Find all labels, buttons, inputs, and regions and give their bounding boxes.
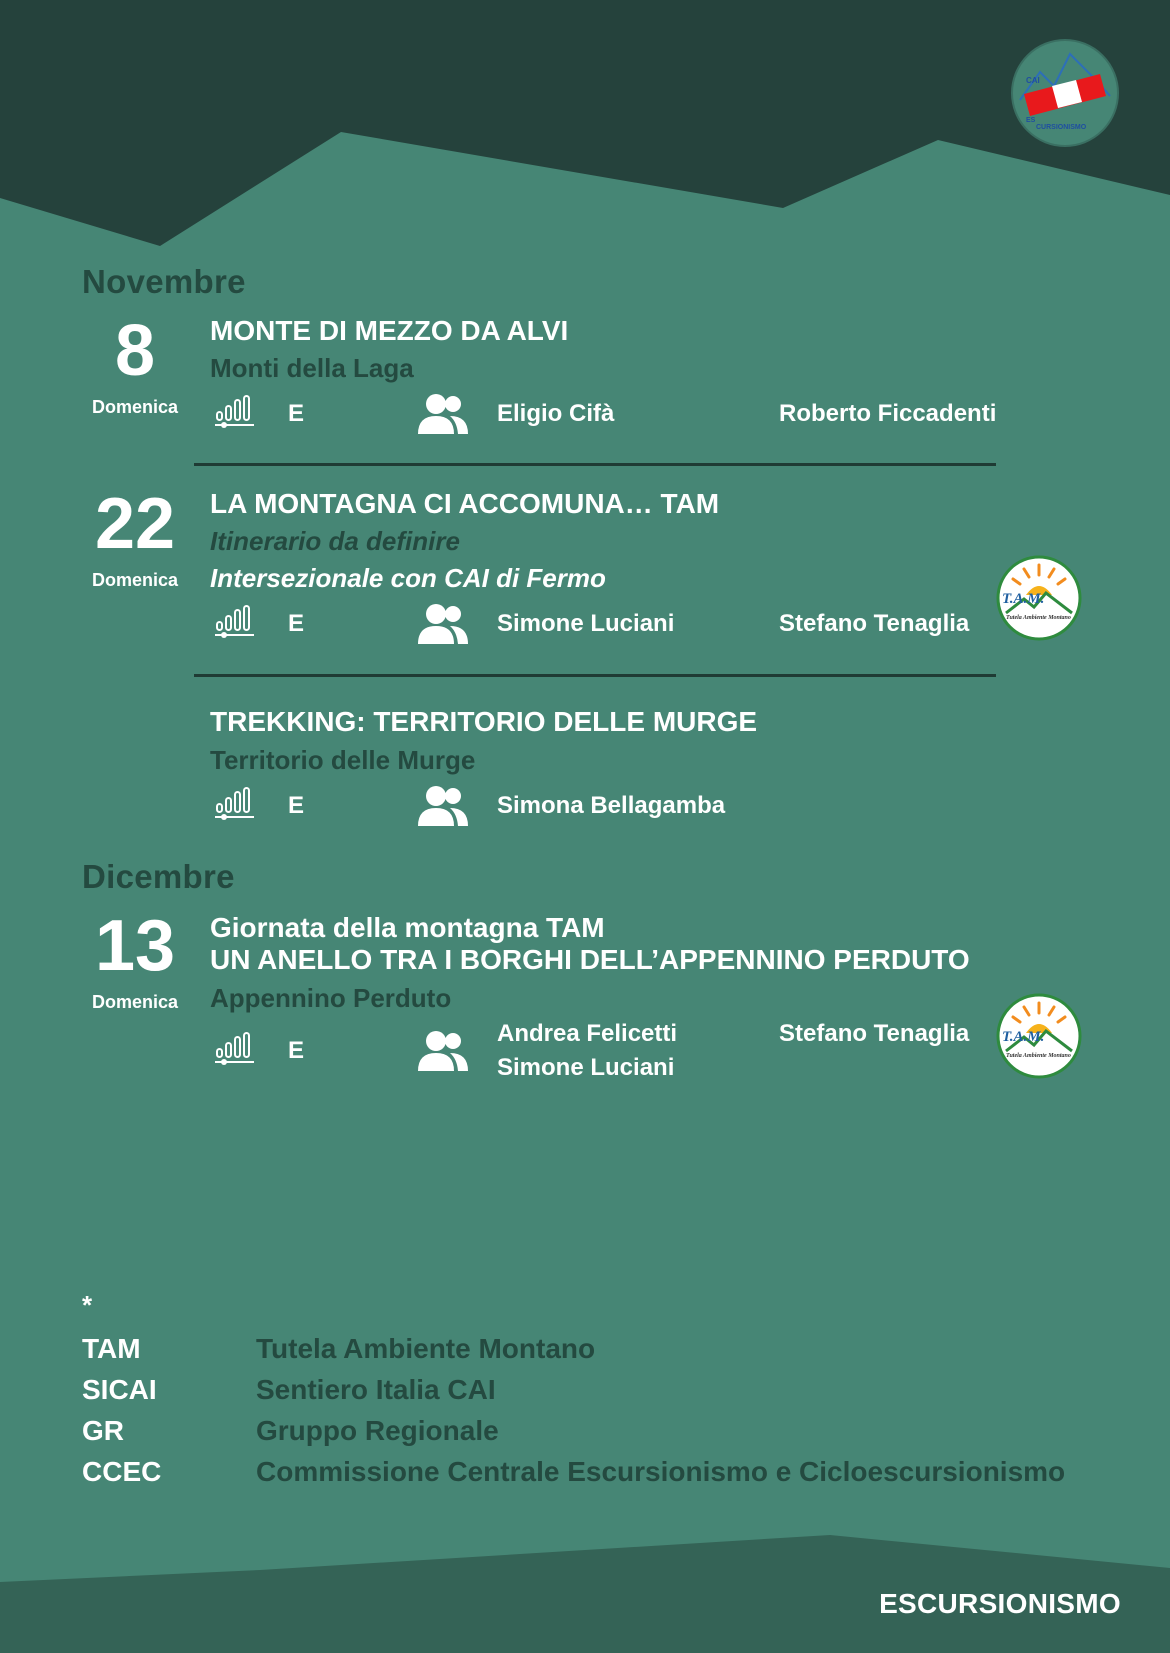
event-day-number: 13: [94, 906, 176, 986]
glossary-definition: Tutela Ambiente Montano: [256, 1333, 596, 1364]
event-location: Itinerario da definire: [210, 526, 460, 556]
event-leader: Andrea Felicetti: [497, 1020, 678, 1047]
svg-text:Tutela Ambiente Montano: Tutela Ambiente Montano: [1006, 615, 1071, 621]
event-leader-second: Simone Luciani: [497, 1054, 675, 1081]
event-title-second-line: UN ANELLO TRA I BORGHI DELL’APPENNINO PERDUTO: [210, 944, 970, 975]
event-note: Intersezionale con CAI di Fermo: [210, 563, 606, 593]
event-coleader: Stefano Tenaglia: [779, 610, 970, 637]
footer-section-title: ESCURSIONISMO: [879, 1588, 1121, 1619]
svg-text:Tutela Ambiente Montano: Tutela Ambiente Montano: [1006, 1053, 1071, 1059]
svg-text:CAI: CAI: [1026, 76, 1040, 85]
event-weekday: Domenica: [91, 992, 179, 1012]
difficulty-bars-icon: [214, 1032, 256, 1068]
event-title: LA MONTAGNA CI ACCOMUNA… TAM: [210, 488, 720, 519]
event-leader: Simone Luciani: [497, 610, 675, 637]
event-separator: [194, 463, 996, 466]
difficulty-bars-icon: [214, 605, 256, 641]
glossary-definition: Commissione Centrale Escursionismo e Cicloescursionismo: [256, 1456, 1066, 1487]
difficulty-grade: E: [288, 610, 305, 637]
event-title: TREKKING: TERRITORIO DELLE MURGE: [210, 706, 758, 737]
svg-text:ES: ES: [1026, 117, 1036, 124]
event-separator: [194, 674, 996, 677]
people-icon: [416, 784, 470, 828]
glossary-abbr: TAM: [82, 1333, 141, 1364]
event-title: MONTE DI MEZZO DA ALVI: [210, 315, 569, 346]
cai-escursionismo-logo: [1010, 38, 1120, 148]
event-location: Territorio delle Murge: [210, 745, 476, 775]
tam-logo: [996, 993, 1082, 1079]
month-heading-dicembre: Dicembre: [82, 858, 235, 895]
glossary-abbr: GR: [82, 1415, 124, 1446]
people-icon: [416, 392, 470, 436]
glossary-abbr: SICAI: [82, 1374, 157, 1405]
tam-logo: [996, 555, 1082, 641]
people-icon: [416, 1029, 470, 1073]
event-day-number: 22: [94, 484, 176, 564]
glossary-marker: *: [82, 1290, 93, 1320]
event-leader: Eligio Cifà: [497, 400, 615, 427]
event-weekday: Domenica: [91, 397, 179, 417]
people-icon: [416, 602, 470, 646]
header-mountain-band: [0, 0, 1170, 246]
svg-text:T.A.M.: T.A.M.: [1002, 1029, 1045, 1045]
event-location: Appennino Perduto: [210, 983, 452, 1013]
difficulty-grade: E: [288, 400, 305, 427]
difficulty-grade: E: [288, 792, 305, 819]
event-location: Monti della Laga: [210, 353, 414, 383]
difficulty-bars-icon: [214, 395, 256, 431]
difficulty-bars-icon: [214, 787, 256, 823]
event-weekday: Domenica: [91, 570, 179, 590]
glossary-definition: Sentiero Italia CAI: [256, 1374, 496, 1405]
svg-text:T.A.M.: T.A.M.: [1002, 591, 1045, 607]
difficulty-grade: E: [288, 1037, 305, 1064]
svg-text:CURSIONISMO: CURSIONISMO: [1036, 124, 1087, 131]
glossary-abbr: CCEC: [82, 1456, 162, 1487]
event-coleader: Roberto Ficcadenti: [779, 400, 997, 427]
month-heading-novembre: Novembre: [82, 263, 246, 300]
event-title: Giornata della montagna TAM: [210, 912, 605, 943]
event-day-number: 8: [114, 311, 156, 391]
event-leader: Simona Bellagamba: [497, 792, 726, 819]
glossary-definition: Gruppo Regionale: [256, 1415, 499, 1446]
event-coleader: Stefano Tenaglia: [779, 1020, 970, 1047]
